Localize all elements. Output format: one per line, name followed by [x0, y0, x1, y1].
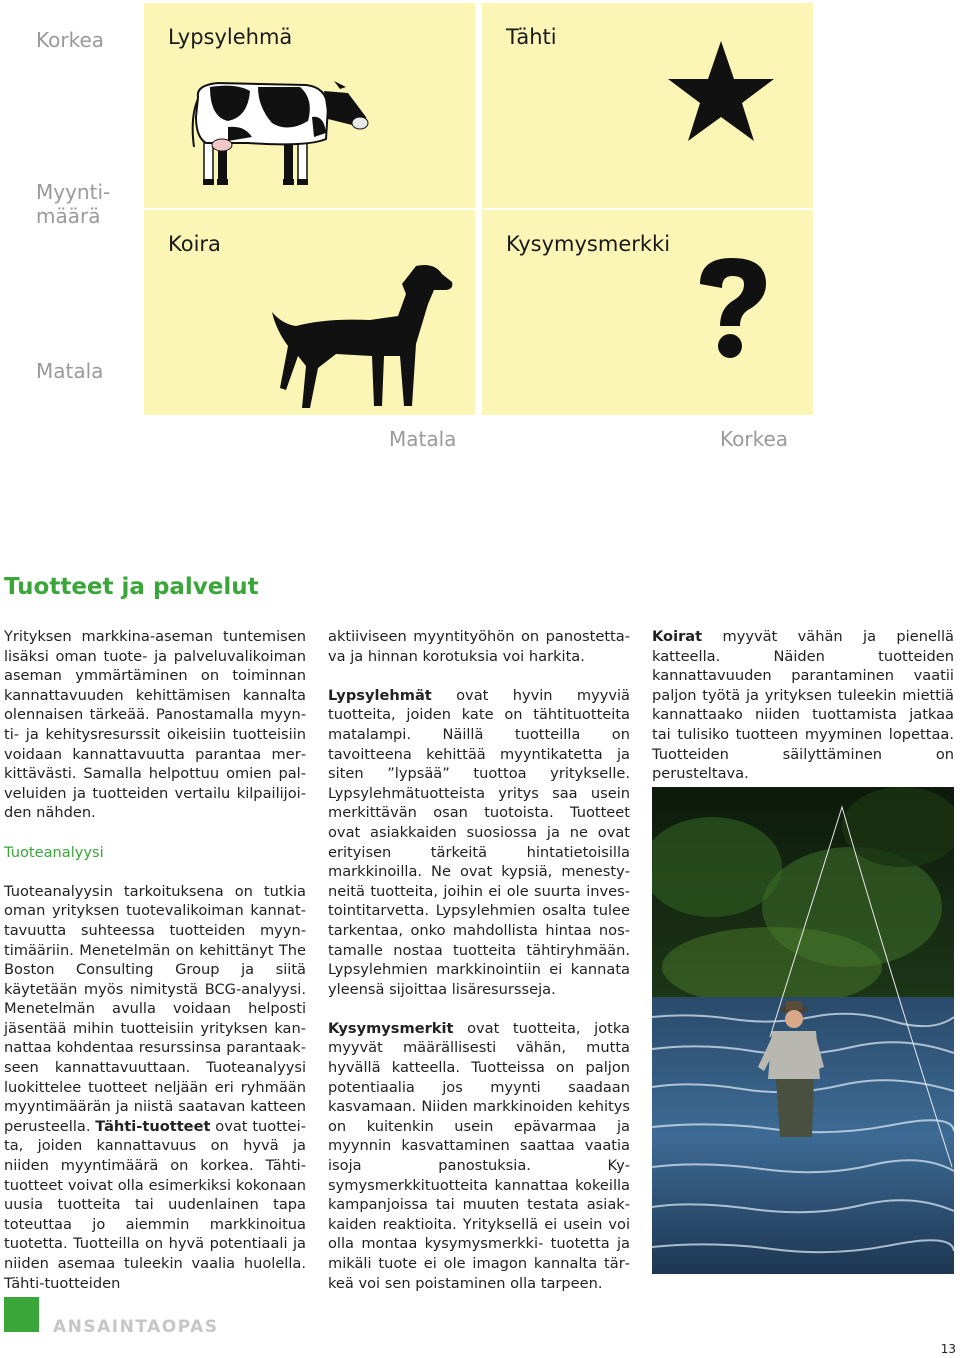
star-icon — [666, 39, 776, 143]
x-axis-low-label: Matala — [389, 427, 457, 451]
paragraph: Yrityksen markkina-aseman tuntemisen lisäksi oman tuote- ja palveluvalikoiman aseman ymmärtäminen on toiminnan kannattavuuden kehittämisen kannalta olennaisen tärkeää. Panostamalla myynti- ja kehitysresurssit oikeisiin tuotteisiin voidaan kannattavuutta parantaa merkittävästi. Samalla helpottuu omien palveluiden ja tuotteiden vertailu kilpailijoiden nähden. — [4, 628, 306, 822]
quadrant-label: Tähti — [506, 25, 557, 49]
footer-brand: ANSAINTAOPAS — [53, 1317, 219, 1337]
quadrant-label: Lypsylehmä — [168, 25, 293, 49]
quadrant-koira — [144, 210, 475, 415]
y-axis-title: Myynti- määrä — [36, 180, 111, 228]
page-number: 13 — [940, 1342, 956, 1356]
paragraph: Lypsylehmät ovat hyvin myyviä tuotteita, joiden kate on tähtituotteita matalampi. Näillä tuotteilla on tavoitteena kehittää myyntikatetta ja siten ”lypsää” tuottoa yritykselle. Lypsylehmätuotteista yritys saa usein merkittävän osan tuotoista. Tuotteet ovat asiakkaiden suosiossa ja ne ovat erityisen tärkeitä hintatietoisilla markkinoilla. Ne ovat kypsiä, menestyneitä tuotteita, joihin ei ole suurta investointitarvetta. Lypsylehmien osalta tulee tarkentaa, onko mahdollista hintaa nostamalle nostaa tuotteita tähtiryhmään. Lypsylehmien markkinointiin ei kannata yleensä sijoittaa lisäresursseja. — [328, 686, 630, 998]
article-title: Tuotteet ja palvelut — [4, 574, 259, 600]
article-column-3 — [652, 627, 954, 784]
dog-icon — [266, 260, 456, 412]
paragraph: Koirat myyvät vähän ja pienellä katteella. Näiden tuotteiden kannattavuuden parantaminen vaatii paljon työtä ja yrityksen tuleekin miettiä kannattaako niiden tuottamista jatkaa tai tulisiko tuotteen myyminen lopettaa. Tuotteiden säilyttäminen on perusteltava. — [652, 628, 954, 783]
y-axis-low-label: Matala — [36, 359, 104, 383]
article-column-2 — [328, 627, 630, 1293]
y-axis-high-label: Korkea — [36, 28, 105, 52]
quadrant-lypsylehma — [144, 3, 475, 208]
quadrant-tahti — [482, 3, 813, 208]
section-subheading: Tuoteanalyysi — [4, 843, 104, 861]
paragraph: Tuoteanalyysin tarkoituksena on tutkia oman yrityksen tuotevalikoiman kannattavuutta suhteessa tuotteiden myyntimääriin. Menetelmän on kehittänyt The Boston Consulting Group ja siitä käytetään myös nimitystä BCG-analyysi. Menetelmän avulla voidaan helposti jäsentää mihin tuotteisiin yrityksen kannattaa kohdentaa resurssinsa parantaakseen kannattavuuttaan. Tuoteanalyysi luokittelee tuotteet neljään eri ryhmään myyntimäärän ja niistä saatavan katteen perusteella. Tähti-tuotteet ovat tuotteita, joiden kannattavuus on hyvä ja niiden myyntimäärä on korkea. Tähti-tuotteet voivat olla esimerkiksi kokonaan uusia tuotteita tai uudenlainen tapa toteuttaa jo aiemmin markkinoitua tuotetta. Tuotteilla on hyvä potentiaali ja niiden asemaa tuleekin vaalia huolella. Tähti-tuotteiden — [4, 882, 306, 1292]
article-column-1 — [4, 627, 306, 1293]
question-mark-icon — [692, 254, 774, 362]
paragraph: aktiiviseen myyntityöhön on panostettava ja hinnan korotuksia voi harkita. — [328, 628, 630, 665]
paragraph: Kysymysmerkit ovat tuotteita, jotka myyvät määrällisesti vähän, mutta hyvällä katteella. Tuotteissa on paljon potentiaalia jos myynti saadaan kasvamaan. Niiden markkinoiden kehitys on kuitenkin usein epävarmaa ja myynnin kasvattaminen saattaa vaatia isoja panostuksia. Kysymysmerkkituotteita kannattaa kokeilla kampanjoissa tai muuten testata asiakkaiden reaktioita. Yrityksellä ei usein voi olla montaa kysymysmerkki- tuotetta ja mikäli tuote ei ole imagon kannalta tärkeä voi sen poistaminen olla tarpeen. — [328, 1019, 630, 1292]
quadrant-label: Kysymysmerkki — [506, 232, 671, 256]
x-axis-high-label: Korkea — [720, 427, 789, 451]
quadrant-label: Koira — [168, 232, 221, 256]
quadrant-kysymysmerkki — [482, 210, 813, 415]
fly-fishing-photo — [652, 787, 954, 1274]
footer-logo-square — [4, 1297, 39, 1332]
cow-icon — [188, 77, 372, 189]
